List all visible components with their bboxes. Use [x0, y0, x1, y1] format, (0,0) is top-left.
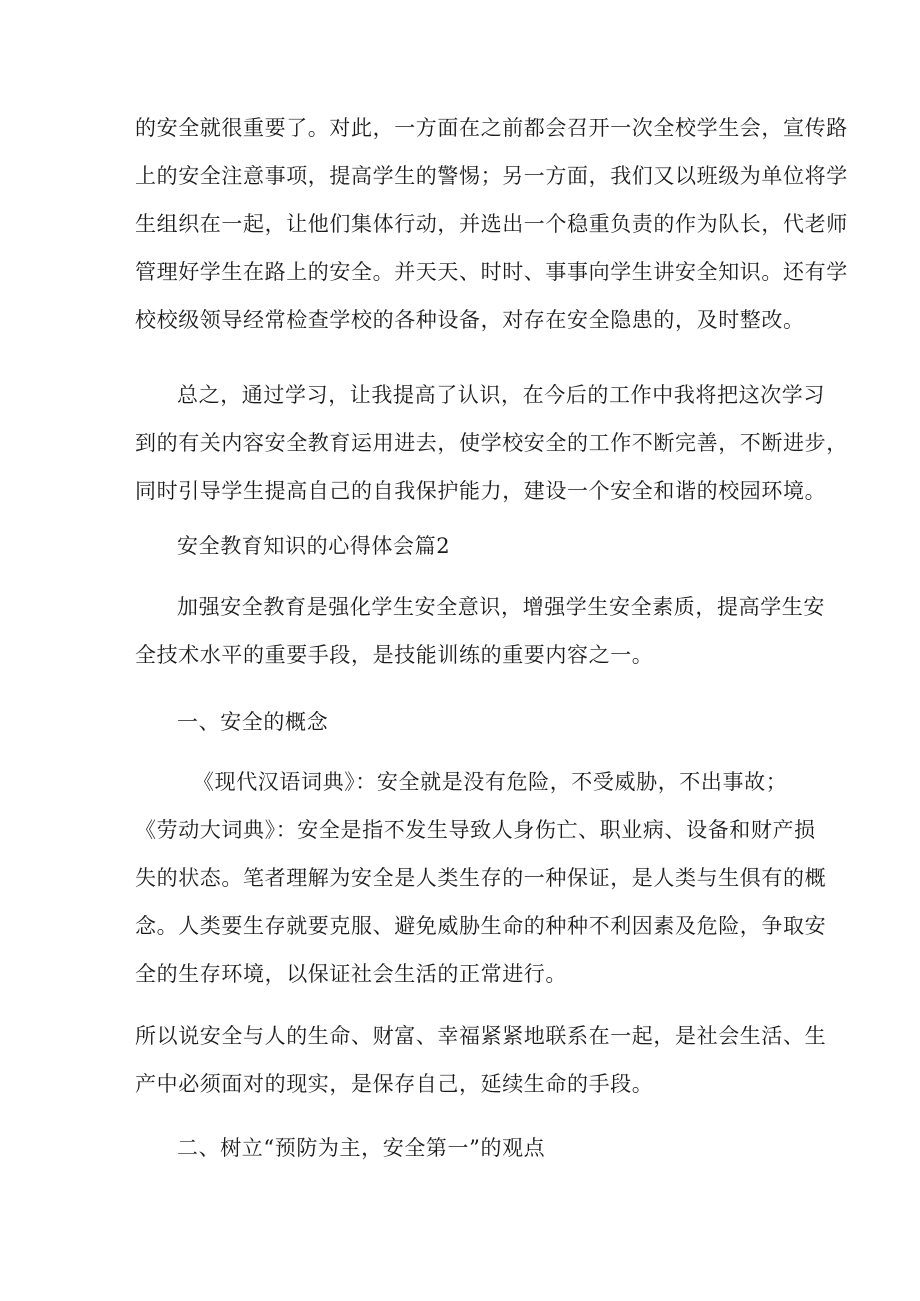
paragraph-line: 念。人类要生存就要克服、避免威胁生命的种种不利因素及危险，争取安 — [135, 914, 827, 938]
paragraph-line: 产中必须面对的现实，是保存自己，延续生命的手段。 — [135, 1072, 654, 1096]
paragraph-line: 管理好学生在路上的安全。并天天、时时、事事向学生讲安全知识。还有学 — [135, 260, 848, 284]
paragraph-line: 全的生存环境，以保证社会生活的正常进行。 — [135, 962, 567, 986]
paragraph-line: 加强安全教育是强化学生安全意识，增强学生安全素质，提高学生安 — [177, 595, 825, 619]
subsection-heading: 二、树立“预防为主，安全第一”的观点 — [177, 1136, 546, 1160]
paragraph-line: 生组织在一起，让他们集体行动，并选出一个稳重负责的作为队长，代老师 — [135, 212, 848, 236]
paragraph-line: 校校级领导经常检查学校的各种设备，对存在安全隐患的，及时整改。 — [135, 308, 805, 332]
paragraph-line: 所以说安全与人的生命、财富、幸福紧紧地联系在一起，是社会生活、生 — [135, 1024, 827, 1048]
paragraph-line: 同时引导学生提高自己的自我保护能力，建设一个安全和谐的校园环境。 — [135, 479, 827, 503]
paragraph-line: 上的安全注意事项，提高学生的警惕；另一方面，我们又以班级为单位将学 — [135, 164, 848, 188]
paragraph-line: 失的状态。笔者理解为安全是人类生存的一种保证，是人类与生俱有的概 — [135, 866, 827, 890]
paragraph-line: 全技术水平的重要手段，是技能训练的重要内容之一。 — [135, 643, 654, 667]
paragraph-line: 总之，通过学习，让我提高了认识，在今后的工作中我将把这次学习 — [177, 383, 825, 407]
paragraph-line: 《劳动大词典》：安全是指不发生导致人身伤亡、职业病、设备和财产损 — [135, 818, 816, 842]
paragraph-line: 到的有关内容安全教育运用进去，使学校安全的工作不断完善，不断进步， — [135, 431, 848, 455]
section-heading: 安全教育知识的心得体会篇2 — [177, 534, 451, 558]
subsection-heading: 一、安全的概念 — [177, 710, 329, 734]
paragraph-line: 的安全就很重要了。对此，一方面在之前都会召开一次全校学生会，宣传路 — [135, 116, 848, 140]
paragraph-line: 《现代汉语词典》：安全就是没有危险，不受威胁，不出事故； — [193, 770, 788, 794]
